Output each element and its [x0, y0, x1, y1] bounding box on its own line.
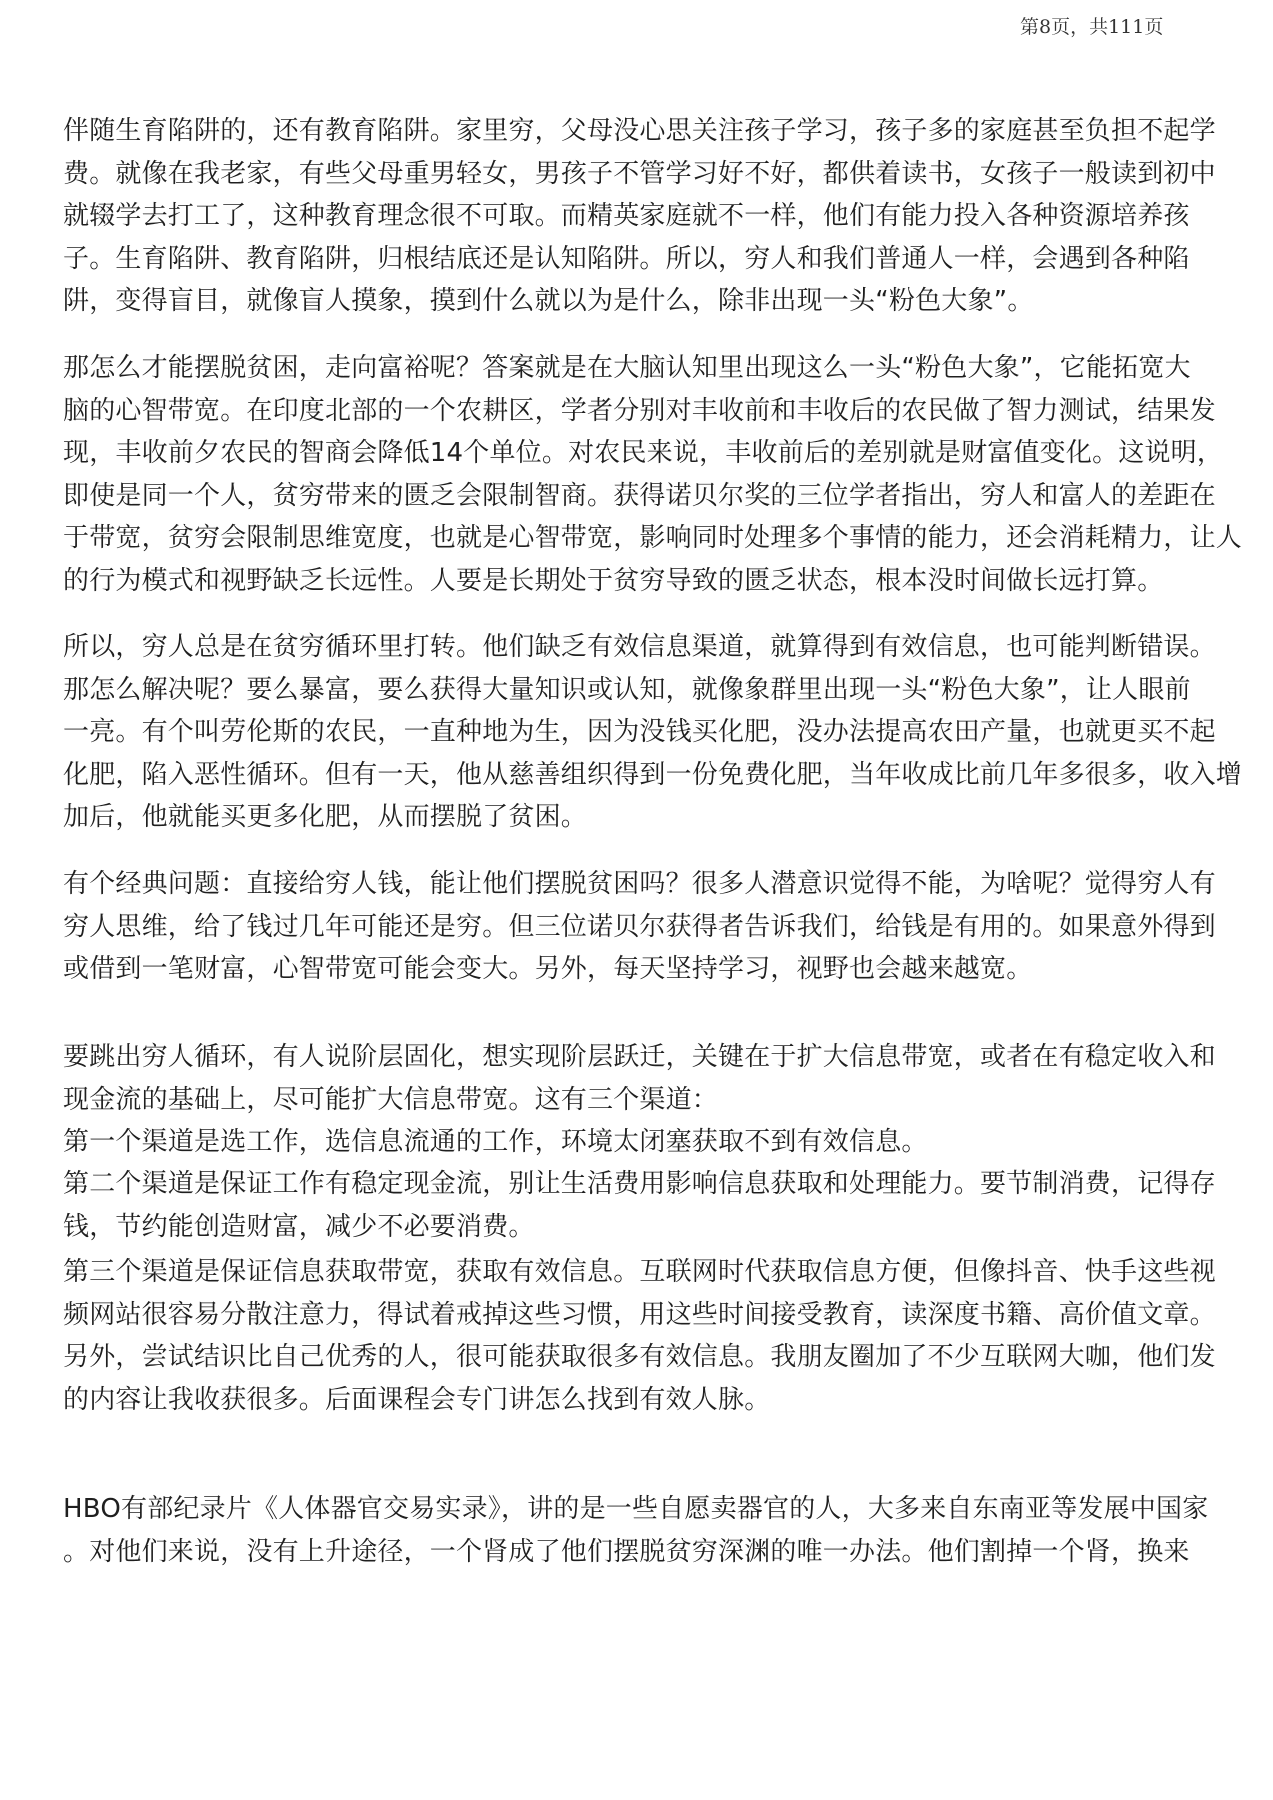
- text-line: 费。就像在我老家，有些父母重男轻女，男孩子不管学习好不好，都供着读书，女孩子一般读到初中: [63, 158, 1216, 189]
- paragraph-mental-bandwidth: [63, 347, 1243, 602]
- text-line: 一亮。有个叫劳伦斯的农民，一直种地为生，因为没钱买化肥，没办法提高农田产量，也就更买不起: [63, 717, 1216, 747]
- text-line: 伴随生育陷阱的，还有教育陷阱。家里穷，父母没心思关注孩子学习，孩子多的家庭甚至负担不起学: [63, 116, 1216, 146]
- text-line: 有个经典问题：直接给穷人钱，能让他们摆脱贫困吗？很多人潜意识觉得不能，为啥呢？觉得穷人有: [63, 869, 1216, 899]
- text-line: 的行为模式和视野缺乏长远性。人要是长期处于贫穷导致的匮乏状态，根本没时间做长远打算。: [63, 565, 1164, 596]
- text-line: 阱，变得盲目，就像盲人摸象，摸到什么就以为是什么，除非出现一头“粉色大象”。: [63, 286, 1034, 316]
- text-line: 于带宽，贫穷会限制思维宽度，也就是心智带宽，影响同时处理多个事情的能力，还会消耗精力，让人: [63, 523, 1243, 553]
- text-line: 。对他们来说，没有上升途径，一个肾成了他们摆脱贫穷深渊的唯一办法。他们割掉一个肾，换来: [63, 1536, 1190, 1567]
- paragraph-hbo-documentary: [63, 1488, 1215, 1573]
- text-line: 那怎么才能摆脱贫困，走向富裕呢？答案就是在大脑认知里出现这么一头“粉色大象”，它能拓宽大: [63, 353, 1191, 383]
- text-line: 加后，他就能买更多化肥，从而摆脱了贫困。: [63, 802, 588, 832]
- paragraph-second-channel: [63, 1163, 1215, 1248]
- text-line: 第三个渠道是保证信息获取带宽，获取有效信息。互联网时代获取信息方便，但像抖音、快手这些视: [63, 1257, 1216, 1287]
- text-line: 现，丰收前夕农民的智商会降低14个单位。对农民来说，丰收前后的差别就是财富值变化。这说明，: [63, 438, 1224, 468]
- text-line: 或借到一笔财富，心智带宽可能会变大。另外，每天坚持学习，视野也会越来越宽。: [63, 954, 1033, 984]
- paragraph-poverty-cycle: [63, 626, 1243, 839]
- text-line: 化肥，陷入恶性循环。但有一天，他从慈善组织得到一份免费化肥，当年收成比前几年多很多，收入增: [63, 759, 1243, 790]
- text-line: 就辍学去打工了，这种教育理念很不可取。而精英家庭就不一样，他们有能力投入各种资源培养孩: [63, 201, 1190, 231]
- text-line: 钱，节约能创造财富，减少不必要消费。: [63, 1211, 535, 1242]
- text-line: HBO有部纪录片《人体器官交易实录》，讲的是一些自愿卖器官的人，大多来自东南亚等发展中国家: [63, 1494, 1209, 1524]
- text-line: 另外，尝试结识比自己优秀的人，很可能获取很多有效信息。我朋友圈加了不少互联网大咖，他们发: [63, 1342, 1216, 1372]
- text-line: 要跳出穷人循环，有人说阶层固化，想实现阶层跃迁，关键在于扩大信息带宽，或者在有稳定收入和: [63, 1042, 1216, 1072]
- paragraph-three-channels: [63, 1036, 1215, 1164]
- paragraph-third-channel: [63, 1251, 1215, 1421]
- paragraph-giving-money: [63, 863, 1215, 991]
- page-counter: 第8页，共111页: [1020, 16, 1164, 38]
- text-line: 所以，穷人总是在贫穷循环里打转。他们缺乏有效信息渠道，就算得到有效信息，也可能判断错误。: [63, 632, 1216, 662]
- text-line: 穷人思维，给了钱过几年可能还是穷。但三位诺贝尔获得者告诉我们，给钱是有用的。如果意外得到: [63, 911, 1216, 942]
- text-line: 现金流的基础上，尽可能扩大信息带宽。这有三个渠道：: [63, 1084, 719, 1115]
- text-line: 子。生育陷阱、教育陷阱，归根结底还是认知陷阱。所以，穷人和我们普通人一样，会遇到各种陷: [63, 243, 1190, 274]
- text-line: 那怎么解决呢？要么暴富，要么获得大量知识或认知，就像象群里出现一头“粉色大象”，让人眼前: [63, 674, 1191, 705]
- text-line: 脑的心智带宽。在印度北部的一个农耕区，学者分别对丰收前和丰收后的农民做了智力测试，结果发: [63, 395, 1216, 426]
- paragraph-education-trap: [63, 110, 1215, 323]
- text-line: 频网站很容易分散注意力，得试着戒掉这些习惯，用这些时间接受教育，读深度书籍、高价值文章。: [63, 1299, 1216, 1330]
- text-line: 第一个渠道是选工作，选信息流通的工作，环境太闭塞获取不到有效信息。: [63, 1127, 928, 1157]
- text-line: 的内容让我收获很多。后面课程会专门讲怎么找到有效人脉。: [63, 1384, 771, 1415]
- text-line: 即使是同一个人，贫穷带来的匮乏会限制智商。获得诺贝尔奖的三位学者指出，穷人和富人的差距在: [63, 480, 1216, 511]
- text-line: 第二个渠道是保证工作有稳定现金流，别让生活费用影响信息获取和处理能力。要节制消费，记得存: [63, 1169, 1216, 1199]
